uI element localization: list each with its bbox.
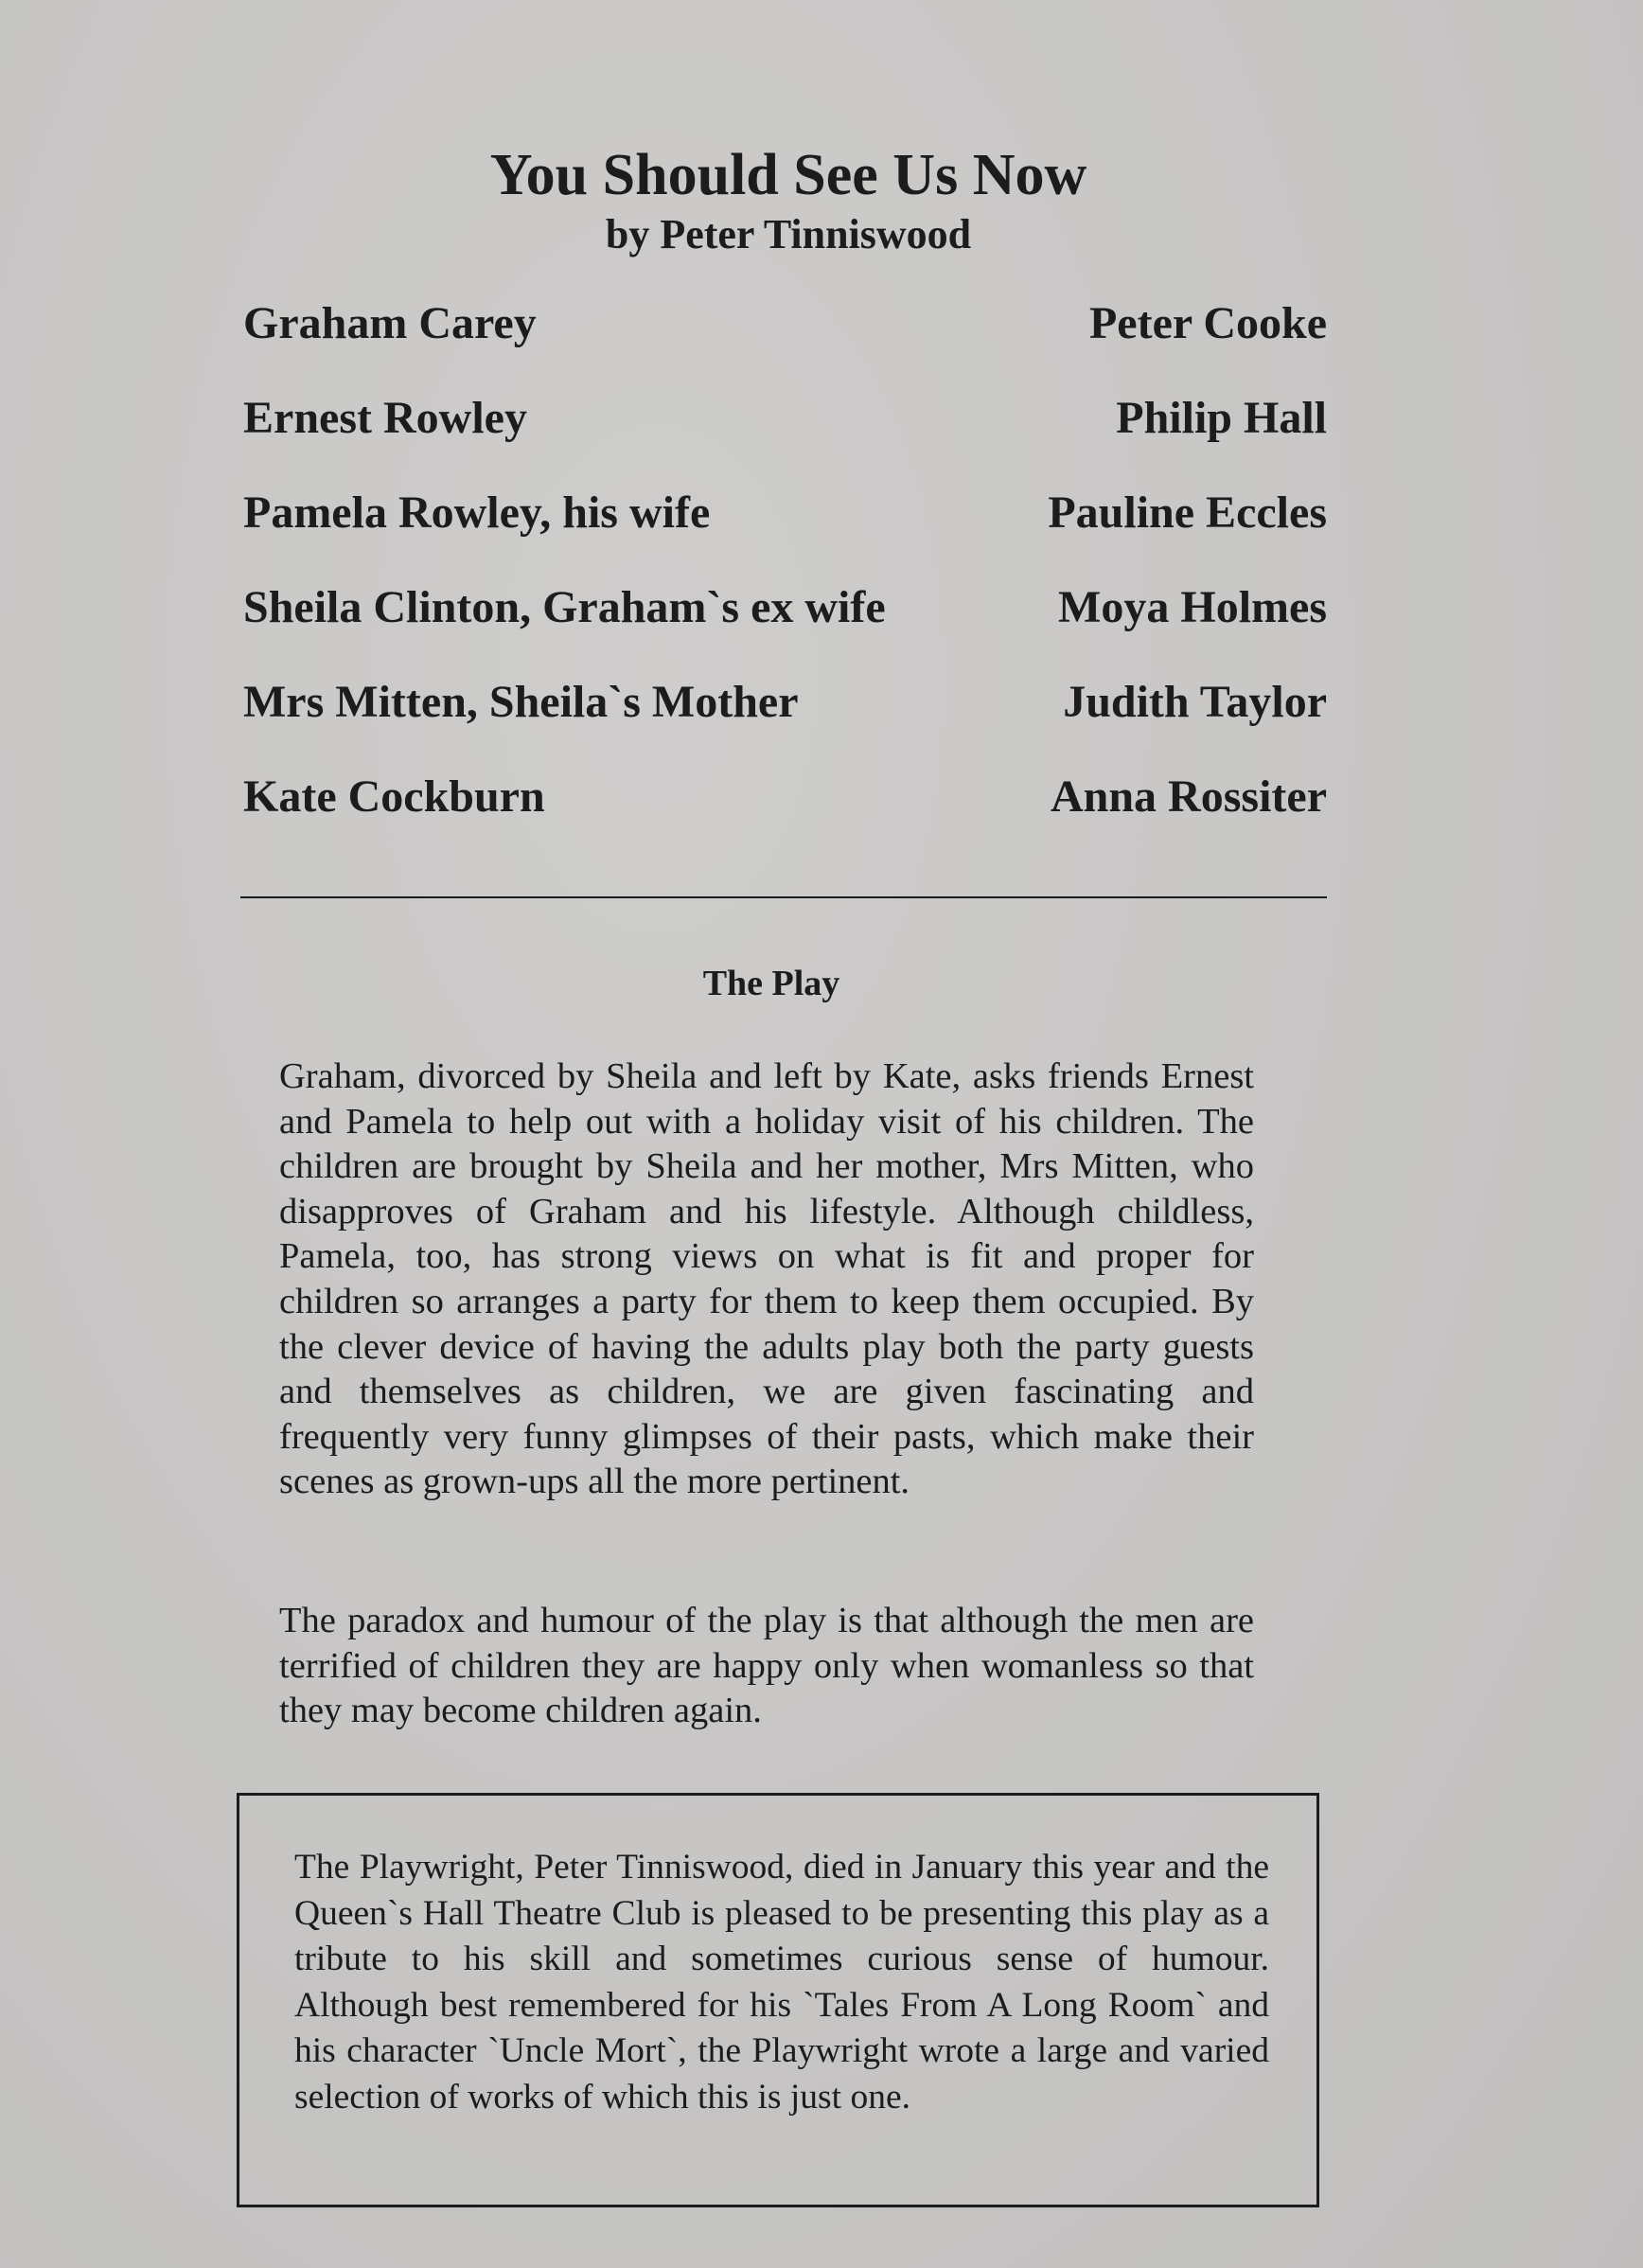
cast-role: Pamela Rowley, his wife [243, 487, 711, 538]
cast-actor: Philip Hall [1116, 393, 1327, 443]
play-title: You Should See Us Now [489, 143, 1087, 207]
cast-list [243, 293, 1327, 861]
cast-actor: Peter Cooke [1088, 298, 1327, 348]
cast-row [243, 672, 1327, 767]
tribute-text: The Playwright, Peter Tinniswood, died in January this year and the Queen`s Hall Theatre Club is pleased to be presenting this play as a tribute to his skill and sometimes curious sense of humour. Although best remembered for his `Tales From A Long Room` and his character `Uncle Mort`, the Playwright wrote a large and varied selection of works of which this is just one. [294, 1848, 1269, 2117]
cast-row [243, 293, 1327, 388]
synopsis-paragraph: Graham, divorced by Sheila and left by Kate, asks friends Ernest and Pamela to help out with a holiday visit of his children. The children are brought by Sheila and her mother, Mrs Mitten, who disapproves of Graham and his lifestyle. Although childless, Pamela, too, has strong views on what is fit and proper for children so arranges a party for them to keep them occupied. By the clever device of having the adults play both the party guests and themselves as children, we are given fascinating and frequently very funny glimpses of their pasts, which make their scenes as grown-ups all the more pertinent. [279, 1056, 1254, 1502]
cast-actor: Anna Rossiter [1050, 771, 1327, 822]
cast-row [243, 767, 1327, 861]
cast-role: Sheila Clinton, Graham`s ex wife [243, 582, 886, 632]
cast-actor: Judith Taylor [1063, 677, 1327, 727]
cast-role: Ernest Rowley [243, 393, 527, 443]
cast-role: Graham Carey [243, 298, 537, 348]
cast-row [243, 577, 1327, 672]
synopsis-paragraph: The paradox and humour of the play is that although the men are terrified of children they are happy only when womanless so that they may become children again. [279, 1601, 1254, 1731]
tribute-box [237, 1793, 1319, 2207]
cast-role: Kate Cockburn [243, 771, 545, 822]
play-author: by Peter Tinniswood [605, 211, 972, 257]
cast-row [243, 483, 1327, 577]
the-play-heading: The Play [702, 964, 840, 1003]
cast-actor: Moya Holmes [1058, 582, 1327, 632]
cast-actor: Pauline Eccles [1048, 487, 1327, 538]
cast-row [243, 388, 1327, 483]
section-divider [240, 896, 1327, 898]
cast-role: Mrs Mitten, Sheila`s Mother [243, 677, 799, 727]
